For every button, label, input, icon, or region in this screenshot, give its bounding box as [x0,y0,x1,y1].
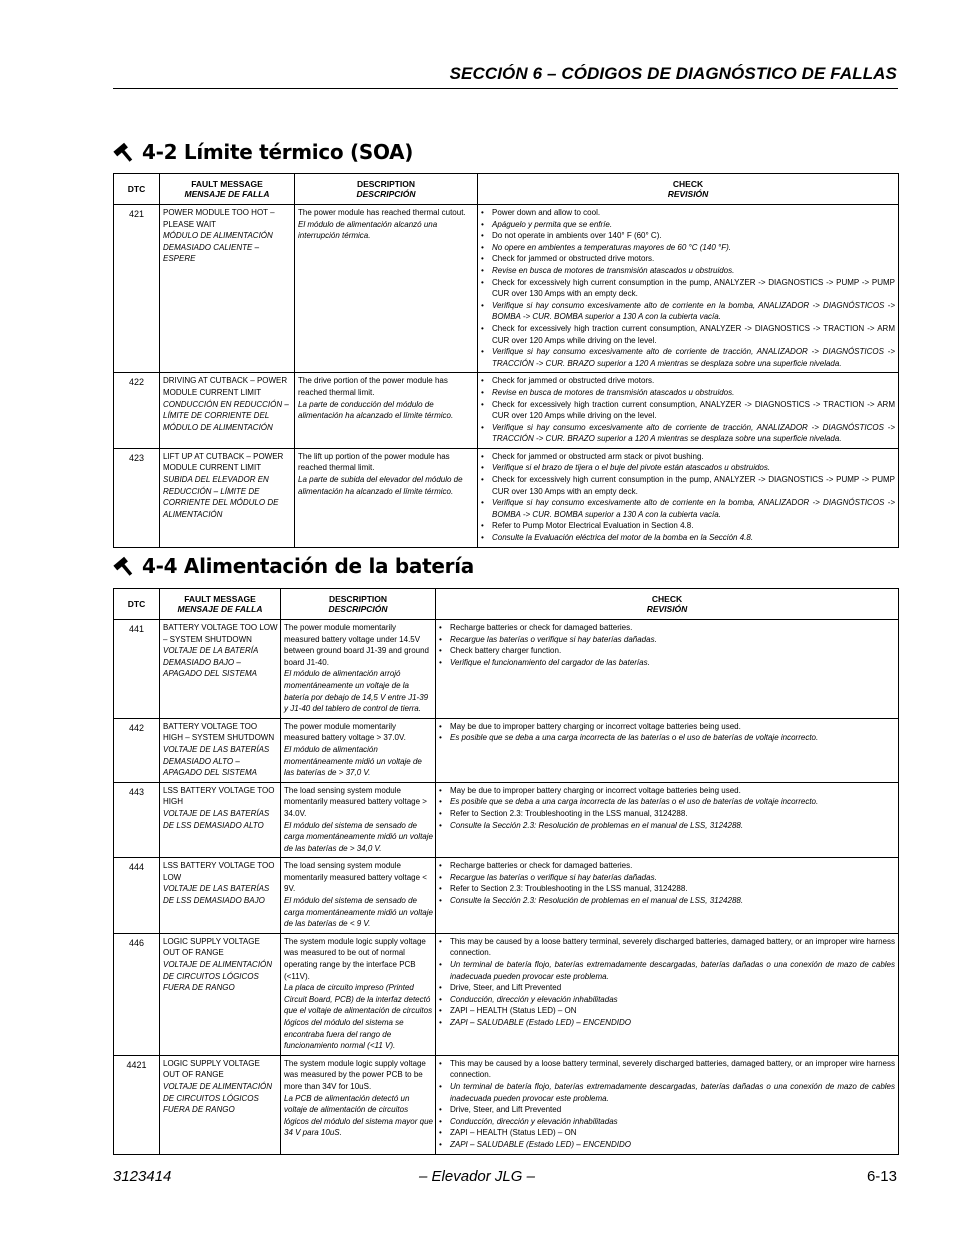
dtc-code: 441 [114,620,160,719]
description-es: El módulo del sistema de sensado de carga momentáneamente midió un voltaje de las baterías de < 9 V. [284,896,433,929]
description-es: El módulo de alimentación alcanzó una interrupción térmica. [298,219,438,241]
fault-message [160,448,295,547]
check-item: • Consulte la Sección 2.3: Resolución de problemas en el manual de LSS, 3124288. [439,820,895,832]
check-item: • Refer to Section 2.3: Troubleshooting in the LSS manual, 3124288. [439,808,895,820]
check-item: • Verifique el funcionamiento del cargador de las baterías. [439,657,895,669]
check-item: • Apáguelo y permita que se enfríe. [481,219,895,231]
header-rule [113,88,898,89]
check-item: • Check for excessively high traction current consumption, ANALYZER -> DIAGNOSTICS -> TRACTION -> ARM CUR over 120 Amps while driving on the level. [481,399,895,422]
col-header-description: DESCRIPTION DESCRIPCIÓN [281,589,436,620]
hammer-icon [112,556,136,576]
col-header-dtc: DTC [114,589,160,620]
col-header-description: DESCRIPTION DESCRIPCIÓN [295,174,478,205]
description-es: El módulo de alimentación arrojó momentáneamente un voltaje de la batería por debajo de 14,5 V entre J1-39 y J1-40 del tablero de control de tierra. [284,669,429,714]
dtc-code: 421 [114,205,160,373]
check-item: • Verifique si el brazo de tijera o el buje del pivote están atascados u obstruidos. [481,462,895,474]
check-steps [436,858,899,934]
description-en: The power module has reached thermal cutout. [298,208,466,217]
section-title-text: 4-4 Alimentación de la batería [142,554,474,578]
fault-message-en: LIFT UP AT CUTBACK – POWER MODULE CURRENT LIMIT [163,451,284,473]
check-item: • Consulte la Sección 2.3: Resolución de problemas en el manual de LSS, 3124288. [439,895,895,907]
check-item: • Verifique si hay consumo excesivamente alto de corriente de tracción, ANALIZADOR -> DIAGNÓSTICOS -> TRACCIÓN -> CUR. BRAZO superior a 120 A mientras se desplaza sobre una superficie nivelada. [481,346,895,369]
fault-message-en: LOGIC SUPPLY VOLTAGE OUT OF RANGE [163,1058,260,1080]
table-row [114,373,899,449]
fault-description [281,1055,436,1154]
description-en: The lift up portion of the power module has reached thermal limit. [298,451,450,473]
description-es: La parte de subida del elevador del módulo de alimentación ha alcanzado el límite térmico. [298,475,463,496]
check-item: • This may be caused by a loose battery terminal, severely discharged batteries, damaged battery, or an improper wire harness connection. [439,1058,895,1081]
section-title-thermal [112,140,413,164]
check-item: • Recargue las baterías o verifique si hay baterías dañadas. [439,872,895,884]
dtc-code: 446 [114,933,160,1055]
section-title-battery [112,554,474,578]
thermal-limit-table [113,173,899,548]
dtc-code: 4421 [114,1055,160,1154]
check-item: • Check battery charger function. [439,645,895,657]
fault-message [160,205,295,373]
check-list [439,860,895,906]
dtc-code: 443 [114,782,160,858]
table-row [114,1055,899,1154]
battery-power-table [113,588,899,1155]
fault-message [160,620,281,719]
check-item: • Es posible que se deba a una carga incorrecta de las baterías o el uso de baterías de voltaje incorrecto. [439,732,895,744]
check-item: • Check for jammed or obstructed drive motors. [481,375,895,387]
description-en: The power module momentarily measured battery voltage under 14.5V between ground board J1-39 and ground board J1-40. [284,623,429,667]
fault-message-es: SUBIDA DEL ELEVADOR EN REDUCCIÓN – LÍMITE DE CORRIENTE DEL MÓDULO DE ALIMENTACIÓN [163,475,279,519]
check-list [439,936,895,1029]
table-row [114,858,899,934]
description-en: The load sensing system module momentarily measured battery voltage < 9V. [284,861,427,894]
check-item: • Check for jammed or obstructed drive motors. [481,253,895,265]
footer-product: – Elevador JLG – [419,1168,535,1185]
check-list [439,622,895,668]
fault-message-en: POWER MODULE TOO HOT – PLEASE WAIT [163,208,275,229]
fault-message-en: LOGIC SUPPLY VOLTAGE OUT OF RANGE [163,936,260,958]
check-steps [436,1055,899,1154]
fault-message-es: VOLTAJE DE ALIMENTACIÓN DE CIRCUITOS LÓGICOS FUERA DE RANGO [163,960,273,993]
footer-doc-number: 3123414 [113,1168,172,1185]
check-item: • Revise en busca de motores de transmisión atascados u obstruidos. [481,387,895,399]
fault-message [160,373,295,449]
col-header-dtc: DTC [114,174,160,205]
check-item: • Conducción, dirección y elevación inhabilitadas [439,1116,895,1128]
col-header-check: CHECK REVISIÓN [478,174,899,205]
check-item: • Check for jammed or obstructed arm stack or pivot bushing. [481,451,895,463]
check-list [481,451,895,544]
fault-message [160,718,281,782]
col-header-check: CHECK REVISIÓN [436,589,899,620]
fault-description [295,373,478,449]
fault-message-en: LSS BATTERY VOLTAGE TOO LOW [163,861,275,882]
check-item: • Verifique si hay consumo excesivamente alto de corriente en la bomba, ANALIZADOR -> DIAGNÓSTICOS -> BOMBA -> CUR. BOMBA superior a 130 A con la cubierta vacía. [481,300,895,323]
description-en: The load sensing system module momentarily measured battery voltage > 34.0V. [284,785,427,818]
check-item: • Consulte la Evaluación eléctrica del motor de la bomba en la Sección 4.8. [481,532,895,544]
col-header-fault: FAULT MESSAGE MENSAJE DE FALLA [160,174,295,205]
check-item: • ZAPI – HEALTH (Status LED) – ON [439,1127,895,1139]
check-item: • Drive, Steer, and Lift Prevented [439,982,895,994]
fault-description [281,620,436,719]
fault-description [281,858,436,934]
description-es: El módulo de alimentación momentáneamente midió un voltaje de las baterías de > 37,0 V. [284,744,422,778]
check-item: • Un terminal de batería flojo, baterías extremadamente descargadas, baterías dañadas o una conexión de mazo de cables inadecuada pueden provocar este problema. [439,1081,895,1104]
check-steps [436,620,899,719]
check-steps [436,933,899,1055]
description-es: El módulo del sistema de sensado de carga momentáneamente midió un voltaje de las baterías de > 34,0 V. [284,820,433,853]
check-item: • This may be caused by a loose battery terminal, severely discharged batteries, damaged battery, or an improper wire harness connection. [439,936,895,959]
check-item: • Refer to Section 2.3: Troubleshooting in the LSS manual, 3124288. [439,883,895,895]
section-title-text: 4-2 Límite térmico (SOA) [142,140,414,164]
fault-message [160,1055,281,1154]
check-item: • ZAPI – SALUDABLE (Estado LED) – ENCENDIDO [439,1139,895,1151]
check-list [481,375,895,445]
table-row [114,448,899,547]
section-header-title: SECCIÓN 6 – CÓDIGOS DE DIAGNÓSTICO DE FALLAS [449,64,897,83]
check-steps [478,205,899,373]
table-row [114,718,899,782]
description-es: La placa de circuito impreso (Printed Circuit Board, PCB) de la interfaz detectó que el voltaje de alimentación de circuitos lógicos del módulo del sistema se encontraba fuera del rango de funcionamiento normal (<11 V). [284,983,433,1051]
col-header-fault: FAULT MESSAGE MENSAJE DE FALLA [160,589,281,620]
table-row [114,620,899,719]
fault-message-es: VOLTAJE DE LAS BATERÍAS DE LSS DEMASIADO ALTO [163,808,270,830]
check-steps [478,448,899,547]
fault-description [281,718,436,782]
check-item: • Check for excessively high current consumption in the pump, ANALYZER -> DIAGNOSTICS -> PUMP -> PUMP CUR over 130 Amps with an empty deck. [481,277,895,300]
description-es: La parte de conducción del módulo de alimentación ha alcanzado el límite térmico. [298,399,454,421]
dtc-code: 422 [114,373,160,449]
check-item: • Drive, Steer, and Lift Prevented [439,1104,895,1116]
fault-message-es: VOLTAJE DE ALIMENTACIÓN DE CIRCUITOS LÓGICOS FUERA DE RANGO [163,1081,273,1115]
fault-message-en: DRIVING AT CUTBACK – POWER MODULE CURRENT LIMIT [163,376,288,397]
description-en: The drive portion of the power module has reached thermal limit. [298,376,448,397]
fault-description [281,933,436,1055]
check-item: • ZAPI – HEALTH (Status LED) – ON [439,1005,895,1017]
fault-message-es: VOLTAJE DE LAS BATERÍAS DEMASIADO ALTO – APAGADO DEL SISTEMA [163,744,270,778]
description-es: La PCB de alimentación detectó un voltaje de alimentación de circuitos lógicos del módulo del sistema mayor que 34 V para 10uS. [284,1093,433,1138]
check-item: • Verifique si hay consumo excesivamente alto de corriente en la bomba, ANALIZADOR -> DIAGNÓSTICOS -> BOMBA -> CUR. BOMBA superior a 130 A con la cubierta vacía. [481,497,895,520]
dtc-code: 423 [114,448,160,547]
check-item: • May be due to improper battery charging or incorrect voltage batteries being used. [439,721,895,733]
hammer-icon [112,142,136,162]
check-list [439,721,895,744]
check-item: • Recargue las baterías o verifique si hay baterías dañadas. [439,634,895,646]
check-item: • Check for excessively high traction current consumption, ANALYZER -> DIAGNOSTICS -> TRACTION -> ARM CUR over 120 Amps while driving on the level. [481,323,895,346]
check-list [481,207,895,369]
fault-description [295,448,478,547]
dtc-code: 444 [114,858,160,934]
check-steps [436,718,899,782]
description-en: The power module momentarily measured battery voltage > 37.0V. [284,721,406,743]
footer-page-number: 6-13 [866,1168,897,1185]
description-en: The system module logic supply voltage was measured by the power PCB to be more than 34V for 10uS. [284,1058,426,1091]
fault-message-en: BATTERY VOLTAGE TOO LOW – SYSTEM SHUTDOWN [163,623,278,644]
fault-message-es: VOLTAJE DE LA BATERÍA DEMASIADO BAJO – APAGADO DEL SISTEMA [163,646,258,679]
check-item: • Recharge batteries or check for damaged batteries. [439,860,895,872]
check-item: • Recharge batteries or check for damaged batteries. [439,622,895,634]
table-row [114,205,899,373]
check-item: • Do not operate in ambients over 140° F (60° C). [481,230,895,242]
fault-description [295,205,478,373]
check-item: • Es posible que se deba a una carga incorrecta de las baterías o el uso de baterías de voltaje incorrecto. [439,796,895,808]
fault-message-en: BATTERY VOLTAGE TOO HIGH – SYSTEM SHUTDOWN [163,721,275,743]
description-en: The system module logic supply voltage was measured to be out of normal operating range by the interface PCB (<11V). [284,936,426,981]
fault-message-es: MÓDULO DE ALIMENTACIÓN DEMASIADO CALIENTE – ESPERE [163,231,273,264]
check-item: • Power down and allow to cool. [481,207,895,219]
fault-description [281,782,436,858]
check-list [439,785,895,831]
table-row [114,933,899,1055]
dtc-code: 442 [114,718,160,782]
table-row [114,782,899,858]
check-item: • No opere en ambientes a temperaturas mayores de 60 °C (140 °F). [481,242,895,254]
check-item: • ZAPI – SALUDABLE (Estado LED) – ENCENDIDO [439,1017,895,1029]
check-item: • Conducción, dirección y elevación inhabilitadas [439,994,895,1006]
check-list [439,1058,895,1151]
check-item: • May be due to improper battery charging or incorrect voltage batteries being used. [439,785,895,797]
fault-message-es: VOLTAJE DE LAS BATERÍAS DE LSS DEMASIADO BAJO [163,884,270,906]
check-steps [478,373,899,449]
fault-message [160,858,281,934]
check-item: • Check for excessively high current consumption in the pump, ANALYZER -> DIAGNOSTICS -> PUMP -> PUMP CUR over 130 Amps with an empty deck. [481,474,895,497]
fault-message-en: LSS BATTERY VOLTAGE TOO HIGH [163,785,275,807]
check-steps [436,782,899,858]
fault-message-es: CONDUCCIÓN EN REDUCCIÓN – LÍMITE DE CORRIENTE DEL MÓDULO DE ALIMENTACIÓN [163,399,289,432]
check-item: • Verifique si hay consumo excesivamente alto de corriente de tracción, ANALIZADOR -> DIAGNÓSTICOS -> TRACCIÓN -> CUR. BRAZO superior a 120 A mientras se desplaza sobre una superficie nivelada. [481,422,895,445]
check-item: • Refer to Pump Motor Electrical Evaluation in Section 4.8. [481,520,895,532]
fault-message [160,782,281,858]
check-item: • Revise en busca de motores de transmisión atascados u obstruidos. [481,265,895,277]
check-item: • Un terminal de batería flojo, baterías extremadamente descargadas, baterías dañadas o una conexión de mazo de cables inadecuada pueden provocar este problema. [439,959,895,982]
fault-message [160,933,281,1055]
